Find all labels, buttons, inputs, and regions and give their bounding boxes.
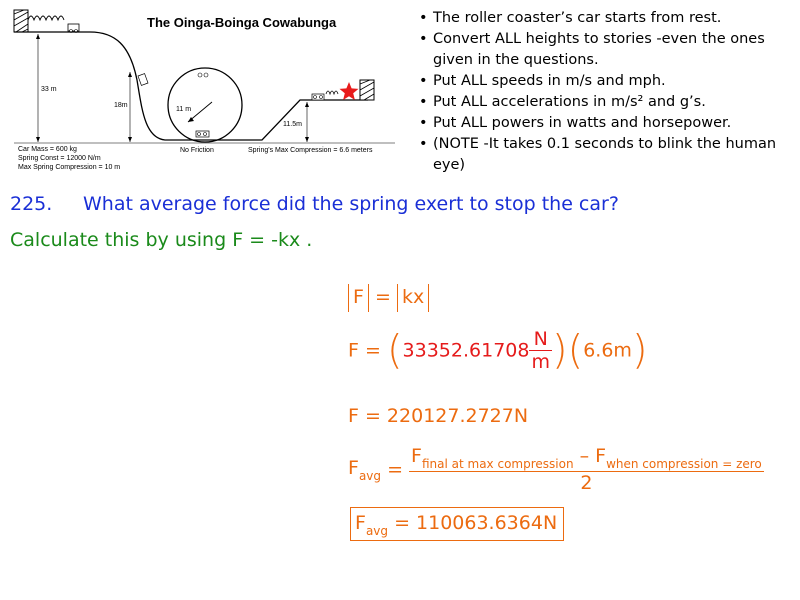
instruction: Calculate this by using F = -kx . <box>10 229 313 251</box>
label-18m: 18m <box>114 102 128 109</box>
rules-list <box>418 8 798 176</box>
label-33m: 33 m <box>41 86 57 93</box>
unit-fraction: $\frac{N}{m}$ <box>531 328 550 373</box>
track <box>14 32 368 140</box>
equation-average: $F_{avg}$ = $\frac{F_{final at max compression} - F_{when compression = zero}}{2}$ <box>348 445 762 494</box>
list-item: • Put ALL powers in watts and horsepower. <box>419 115 732 131</box>
label-max-spring: Max Spring Compression = 10 m <box>18 164 121 171</box>
abs-kx: kx <box>397 284 429 312</box>
abs-f: F <box>348 284 369 312</box>
equation-abs <box>348 284 429 312</box>
eq2-lhs: F = <box>348 339 381 362</box>
question <box>10 193 619 215</box>
compression-value: 6.6m <box>583 339 632 362</box>
label-no-friction: No Friction <box>180 147 214 154</box>
label-spring-max: Spring's Max Compression = 6.6 meters <box>248 147 373 154</box>
average-fraction: $\frac{F_{final at max compression} - F_{when compression = zero}}{2}$ <box>411 445 762 494</box>
start-spring <box>28 16 64 20</box>
abs-equals: = <box>374 286 391 308</box>
roller-coaster-diagram <box>0 0 410 180</box>
car-top <box>68 24 79 33</box>
answer-box: $F_{avg} = 110063.6364N$ <box>350 507 564 541</box>
diagram-title: The Oinga-Boinga Cowabunga <box>147 15 337 30</box>
spring-constant-value: 33352.61708 <box>402 339 530 362</box>
car-loop-bottom <box>196 131 209 137</box>
car-hill <box>312 94 324 100</box>
equation-final-answer <box>350 512 564 538</box>
end-spring <box>326 91 338 94</box>
list-item: • The roller coaster’s car starts from rest. <box>419 10 722 26</box>
car-drop <box>138 74 148 86</box>
equation-result: F = 220127.2727N <box>348 405 529 427</box>
label-11m: 11 m <box>176 106 192 113</box>
car-loop-top <box>198 73 208 77</box>
equation-substitution: F = (33352.61708 $\frac{N}{m}$ )(6.6m) <box>348 327 648 374</box>
list-item: • Convert ALL heights to stories -even the ones given in the questions. <box>419 31 765 68</box>
label-car-mass: Car Mass = 600 kg <box>18 146 77 153</box>
list-item: • Put ALL speeds in m/s and mph. <box>419 73 666 89</box>
star-icon <box>340 82 359 100</box>
question-number: 225. <box>10 193 53 215</box>
label-11-5m: 11.5m <box>283 121 302 128</box>
list-item: • Put ALL accelerations in m/s² and g’s. <box>419 94 706 110</box>
label-spring-const: Spring Const = 12000 N/m <box>18 155 101 162</box>
question-text: What average force did the spring exert to stop the car? <box>83 193 619 215</box>
list-item: • (NOTE -It takes 0.1 seconds to blink the human eye) <box>419 136 777 173</box>
